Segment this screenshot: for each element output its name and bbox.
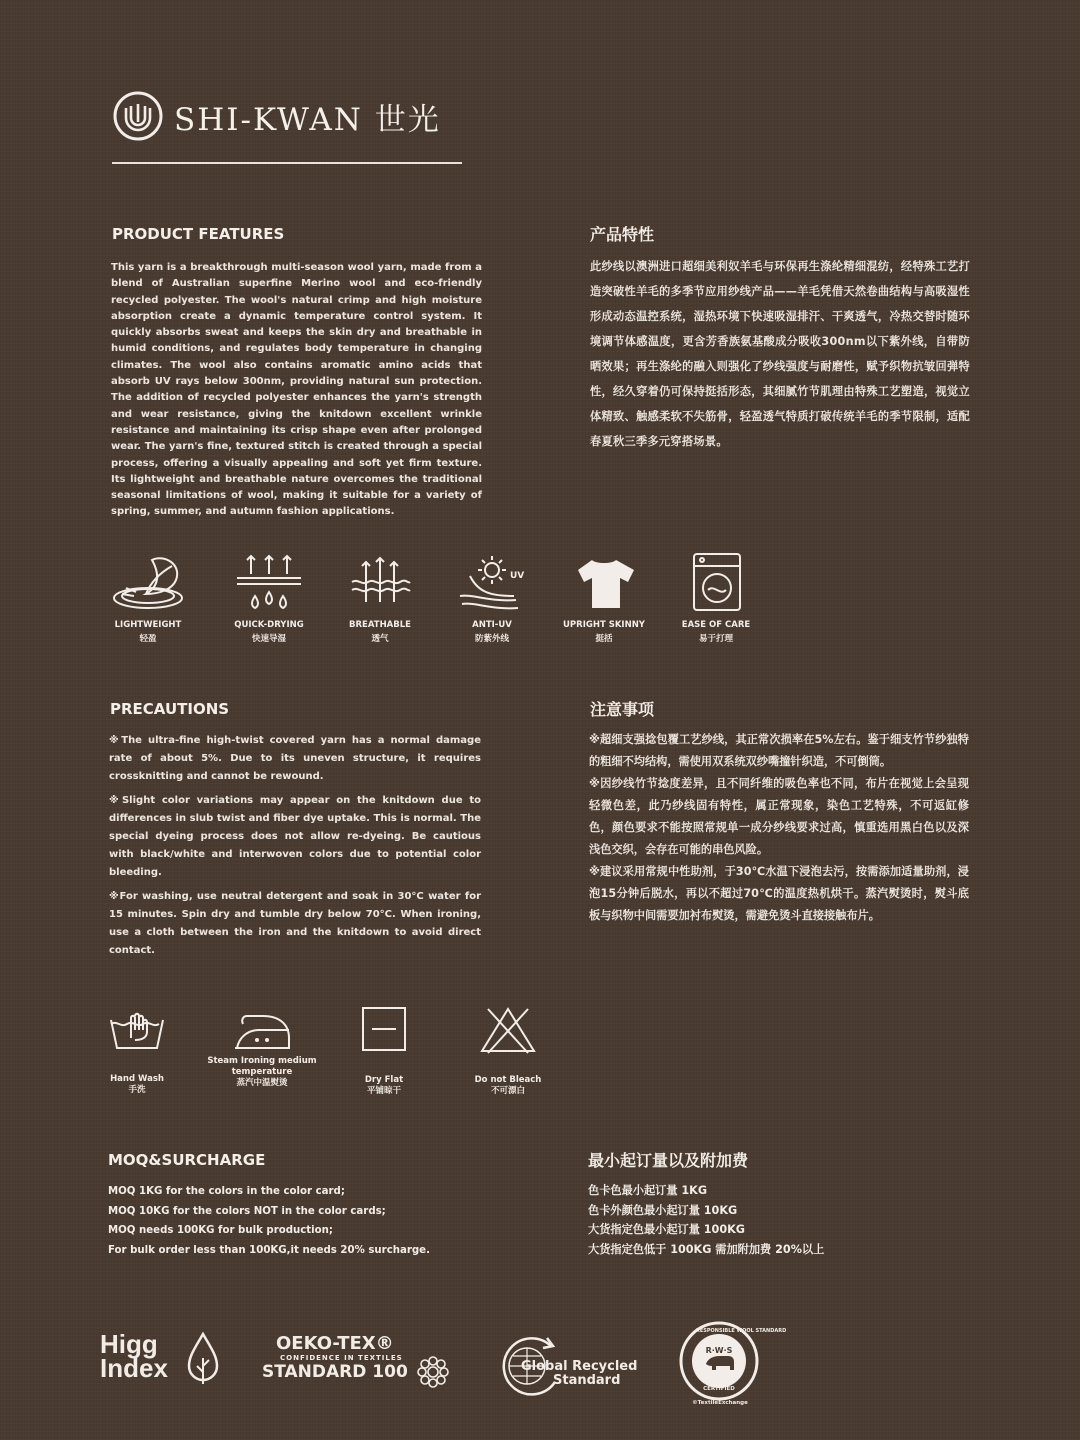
precautions-list-cn [589,729,969,927]
care-label-cn: 蒸汽中温熨烫 [236,1078,288,1088]
feature-lightweight [93,552,203,644]
no-bleach-icon [478,1005,538,1055]
oeko-tex-standard: STANDARD 100 [262,1362,408,1382]
higg-text-1: Higg [100,1329,158,1359]
feature-anti-uv [437,552,547,644]
features-title-en: PRODUCT FEATURES [112,225,285,243]
oeko-tex-title: OEKO-TEX® [276,1333,394,1354]
feature-label-en: EASE OF CARE [681,620,751,630]
rws-badge [676,1320,787,1406]
brand-logo [112,90,472,142]
grs-badge [497,1332,642,1398]
feature-label-cn: 挺括 [595,634,613,644]
grs-text-1: Global Recycled [521,1359,638,1374]
logo-divider [112,162,462,164]
precautions-list-en [109,732,481,966]
precaution-item-cn: ※超细支强捻包覆工艺纱线，其正常次损率在5%左右。鉴于细支竹节纱独特的粗细不均结构，需使用双系统双纱嘴撞针织造，不可倒筒。 [589,733,969,768]
moq-title-cn: 最小起订量以及附加费 [588,1151,749,1170]
feature-label-en: LIGHTWEIGHT [114,620,182,630]
feature-upright-skinny [549,552,659,644]
feature-label-en: BREATHABLE [349,620,411,630]
higg-text-2: Index [100,1353,168,1383]
care-label-cn: 不可漂白 [490,1086,525,1096]
rws-mid-text: R·W·S [705,1346,733,1355]
moq-line-en: MOQ 1KG for the colors in the color card; [108,1186,345,1197]
feature-label-cn: 透气 [371,634,389,644]
higg-drop-icon [186,1332,220,1388]
rws-certified-text: CERTIFIED [703,1386,735,1392]
feature-breathable [325,552,435,644]
feature-label-cn: 轻盈 [139,634,157,644]
oeko-tex-tagline: CONFIDENCE IN TEXTILES [280,1354,403,1362]
moq-line-cn: 色卡外颜色最小起订量 10KG [588,1203,738,1217]
care-label-en: Hand Wash [110,1074,164,1084]
feature-label-en: UPRIGHT SKINNY [563,620,645,630]
precaution-item-cn: ※建议采用常规中性助剂，于30℃水温下浸泡去污，按需添加适量助剂，浸泡15分钟后脱水，再以不超过70℃的温度热机烘干。蒸汽熨烫时，熨斗底板与织物中间需要加衬布熨烫，需避免烫斗直接接触布片。 [589,865,969,922]
precaution-item-en: ※The ultra-fine high-twist covered yarn has a normal damage rate of about 5%. Due to its uneven structure, it requires crossknitting and cannot be rewound. [109,735,481,782]
feature-label-en: QUICK-DRYING [234,620,304,630]
rws-footer-text: ©TextileExchange [692,1400,748,1406]
feather-water-icon [110,552,186,614]
shi-kwan-logo-icon [112,90,164,142]
airflow-icon [342,552,418,614]
precaution-item-en: ※For washing, use neutral detergent and soak in 30°C water for 15 minutes. Spin dry and tumble dry below 70°C. When ironing, use a cloth between the iron and the knitdown to avoid direct contact. [109,891,481,956]
moq-line-en: For bulk order less than 100KG,it needs 20% surcharge. [108,1244,430,1256]
brand-name: SHI-KWAN 世光 [174,101,441,138]
dry-flat-icon [360,1005,408,1053]
hand-wash-icon [107,1008,167,1052]
oeko-flower-icon [414,1353,452,1391]
feature-quick-drying [214,552,324,644]
feature-label-cn: 防紫外线 [474,634,509,644]
moq-lines-cn [588,1181,824,1259]
moq-line-cn: 大货指定色最小起订量 100KG [588,1223,745,1236]
rws-ring-text: RESPONSIBLE WOOL STANDARD [696,1328,787,1334]
features-body-en: This yarn is a breakthrough multi-season wool yarn, made from a blend of Australian superfine Merino wool and eco-friendly recycled polyester. The wool's natural crimp and high moisture absorption create a dynamic temperature control system. It quickly absorbs sweat and keeps the skin dry and breathable in humid conditions, and regulates body temperature in changing climates. The wool also contains aromatic amino acids that absorb UV rays below 300nm, providing natural sun protection. The addition of recycled polyester enhances the yarn's strength and wear resistance, giving the knitdown excellent wrinkle resistance and maintaining its crisp shape even after prolonged wear. The yarn's fine, textured stitch is created through a special process, offering a visually appealing and soft yet firm texture. Its lightweight and breathable nature overcomes the traditional seasonal limitations of wool, making it suitable for a variety of spring, summer, and autumn fashion applications. [111,262,482,518]
features-title-cn: 产品特性 [590,225,655,244]
moq-line-cn: 大货指定色低于 100KG 需加附加费 20%以上 [588,1242,825,1256]
care-label-cn: 平铺晾干 [366,1086,401,1096]
care-steam-ironing [202,1008,322,1089]
feature-ease-of-care [661,552,771,644]
feature-label-en: ANTI-UV [472,620,512,630]
care-label-en: Dry Flat [364,1075,404,1085]
higg-index-badge [100,1329,220,1392]
precaution-item-en: ※Slight color variations may appear on the knitdown due to differences in slub twist and fiber dye uptake. This is normal. The special dyeing process does not allow re-dyeing. Be cautious with black/white and interwoven colors due to potential color bleeding. [109,795,481,878]
moq-lines-en [108,1182,430,1260]
moq-line-en: MOQ 10KG for the colors NOT in the color cards; [108,1205,386,1217]
care-no-bleach [448,1005,568,1097]
sun-uv-icon [452,552,532,614]
feature-label-cn: 易于打理 [698,634,733,644]
moq-title-en: MOQ&SURCHARGE [108,1151,266,1169]
washing-machine-icon [678,552,754,614]
care-label-en: Do not Bleach [474,1075,542,1085]
steam-iron-icon [231,1008,293,1052]
tshirt-icon [566,552,642,614]
feature-label-cn: 快速导湿 [251,634,286,644]
moisture-drops-icon [231,552,307,614]
moq-line-cn: 色卡色最小起订量 1KG [588,1184,708,1197]
care-hand-wash [77,1008,197,1096]
precaution-item-cn: ※因纱线竹节捻度差异，且不同纤维的吸色率也不同，布片在视觉上会呈现轻微色差，此乃纱线固有特性，属正常现象，染色工艺特殊，不可返缸修色，颜色要求不能按照常规单一成分纱线要求过高，慎重选用黑白色以及深浅色交织，会存在可能的串色风险。 [589,777,969,856]
moq-line-en: MOQ needs 100KG for bulk production; [108,1225,333,1236]
grs-text-2: Standard [553,1373,621,1388]
svg-text:UV: UV [510,571,525,581]
oeko-tex-badge [262,1333,462,1393]
precautions-title-cn: 注意事项 [590,700,655,719]
care-dry-flat [324,1005,444,1097]
precautions-title-en: PRECAUTIONS [110,700,230,718]
features-body-cn: 此纱线以澳洲进口超细美利奴羊毛与环保再生涤纶精细混纺，经特殊工艺打造突破性羊毛的多季节应用纱线产品——羊毛凭借天然卷曲结构与高吸湿性形成动态温控系统，湿热环境下快速吸湿排汗、干爽透气，冷热交替时随环境调节体感温度，更含芳香族氨基酸成分吸收300nm以下紫外线，自带防晒效果；再生涤纶的融入则强化了纱线强度与耐磨性，赋予织物抗皱回弹特性，经久穿着仍可保持挺括形态，其细腻竹节肌理由特殊工艺塑造，视觉立体精致、触感柔软不失筋骨，轻盈透气特质打破传统羊毛的季节限制，适配春夏秋三季多元穿搭场景。 [590,260,970,448]
care-label-cn: 手洗 [128,1085,146,1095]
care-label-en: Steam Ironing medium temperature [207,1056,317,1077]
